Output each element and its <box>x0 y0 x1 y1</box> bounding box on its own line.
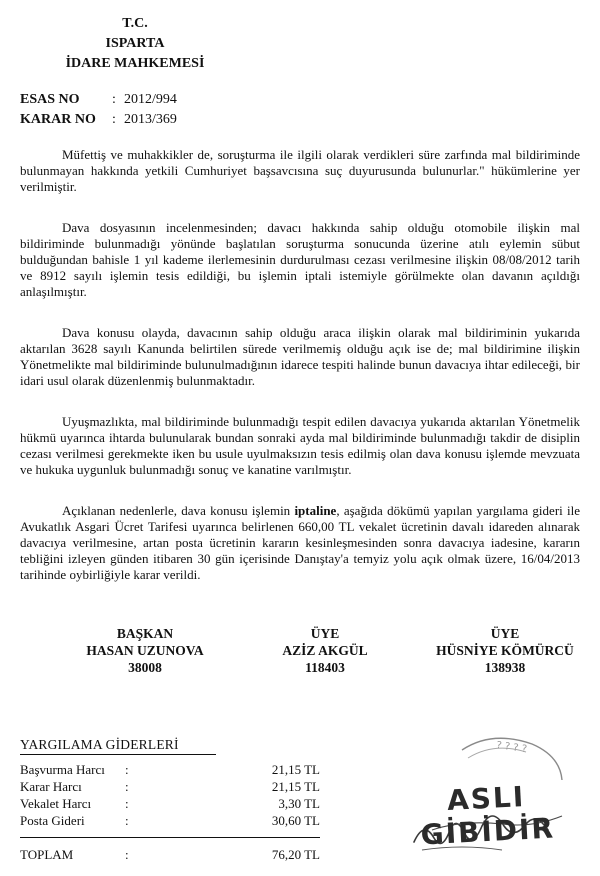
costs-title: YARGILAMA GİDERLERİ <box>20 736 216 755</box>
esas-label: ESAS NO <box>20 92 80 107</box>
signature-role: ÜYE <box>310 626 340 641</box>
stamp-text: ASLI GİBİDİR <box>419 780 556 852</box>
header-city: ISPARTA <box>105 36 165 51</box>
cost-row <box>20 812 320 829</box>
total-row <box>20 846 320 863</box>
cost-amount: 3,30 TL <box>278 796 320 811</box>
signature-role: ÜYE <box>490 626 520 641</box>
svg-text:? ? ? ?: ? ? ? ? <box>495 740 528 756</box>
signature-number: 38008 <box>128 660 162 675</box>
cost-row <box>20 778 320 795</box>
signature-president <box>50 625 240 676</box>
certified-copy-stamp <box>392 722 582 872</box>
signature-member-2 <box>410 625 600 676</box>
paragraph-5-end: , aşağıda dökümü yapılan yargılama gideri ile Avukatlık Asgari Ücret Tarifesi uyarınca belirlenen 660,00 TL vekalet ücretinin davalı idareden alınarak davacıya verilmesine, artan posta ücretinin kararın kesinleşmesinden sonra davacıya iadesine, kararın tebliğini izleyen günden itibaren 30 gün içerisinde Danıştay'a temyiz yolu açık olmak üzere, 16/04/2013 tarihinde oybirliğiyle karar verildi. <box>20 503 580 582</box>
paragraph-5-start: Açıklanan nedenlerle, dava konusu işlemin <box>62 503 295 518</box>
decision-body <box>20 147 580 583</box>
cost-amount: 30,60 TL <box>271 813 320 828</box>
cost-colon: : <box>125 796 129 811</box>
esas-value: 2012/994 <box>124 92 177 107</box>
cost-colon: : <box>125 779 129 794</box>
cost-name: Posta Gideri <box>20 813 85 828</box>
karar-colon: : <box>112 112 116 127</box>
esas-colon: : <box>112 92 116 107</box>
header-court: İDARE MAHKEMESİ <box>65 56 205 71</box>
paragraph-1: Müfettiş ve muhakkikler de, soruşturma ile ilgili olarak verdikleri süre zarfında mal bildiriminde bulunmayan hakkında yetkili Cumhuriyet başsavcısına suç duyurusunda bulunurlar." hükümlerine yer verilmiştir. <box>20 147 580 194</box>
signature-name: AZİZ AKGÜL <box>282 643 368 658</box>
cost-name: Karar Harcı <box>20 779 82 794</box>
paragraph-4: Uyuşmazlıkta, mal bildiriminde bulunmadığı tespit edilen davacıya yukarıda aktarılan Yönetmelik hükmü uyarınca ihtarda bulunularak bundan sonraki ayda mal bildiriminde bulunmadığı takdir de disiplin cezası verilmesi gerekmekte iken bu usule uyulmaksızın tesis edilmiş olan dava konusu işlemde mevzuata ve hukuka uygunluk bulunmadığı sonuç ve kanatine varılmıştır. <box>20 414 580 477</box>
cost-colon: : <box>125 762 129 777</box>
court-header <box>0 14 270 74</box>
signature-member-1 <box>230 625 420 676</box>
cost-name: Vekalet Harcı <box>20 796 92 811</box>
cost-row <box>20 761 320 778</box>
signature-name: HÜSNİYE KÖMÜRCÜ <box>436 643 574 658</box>
total-label: TOPLAM <box>20 847 74 862</box>
header-tc: T.C. <box>122 16 148 31</box>
total-colon: : <box>125 847 129 862</box>
paragraph-5-bold: iptaline <box>294 503 337 518</box>
cost-name: Başvurma Harcı <box>20 762 105 777</box>
case-numbers <box>20 90 177 130</box>
signature-number: 118403 <box>305 660 345 675</box>
signature-name: HASAN UZUNOVA <box>86 643 204 658</box>
total-amount: 76,20 TL <box>271 847 320 862</box>
court-costs <box>20 736 320 863</box>
karar-row <box>20 110 177 130</box>
cost-amount: 21,15 TL <box>271 779 320 794</box>
karar-label: KARAR NO <box>20 112 96 127</box>
total-divider <box>20 837 320 838</box>
karar-value: 2013/369 <box>124 112 177 127</box>
paragraph-2: Dava dosyasının incelenmesinden; davacı hakkında sahip olduğu otomobile ilişkin mal bildiriminde bulunmadığı yönünde başlatılan soruşturma sonucunda üzerine atılı eylemin sübut bulduğundan bahisle 1 yıl kademe ilerlemesinin durdurulması cezası verilmesine ilişkin 08/08/2012 tarih ve 8912 sayılı işlemin tesis edildiği, bu işlemin iptali istemiyle görülmekte olan davanın açıldığı anlaşılmıştır. <box>20 220 580 299</box>
esas-row <box>20 90 177 110</box>
signature-number: 138938 <box>484 660 526 675</box>
cost-amount: 21,15 TL <box>271 762 320 777</box>
cost-row <box>20 795 320 812</box>
paragraph-5 <box>20 503 580 583</box>
cost-colon: : <box>125 813 129 828</box>
paragraph-3: Dava konusu olayda, davacının sahip olduğu araca ilişkin olarak mal bildiriminin yukarıda aktarılan 3628 sayılı Kanunda belirtilen sürede verilmemiş olduğu açık ise de; mal bildirimine ilişkin Yönetmelikte mal bildiriminde bulunulmadığının idarece tespiti halinde bunun davacıya ihtar edileceği, bir idari usul olarak düzenlenmiş bulunmaktadır. <box>20 325 580 388</box>
signature-role: BAŞKAN <box>116 626 174 641</box>
